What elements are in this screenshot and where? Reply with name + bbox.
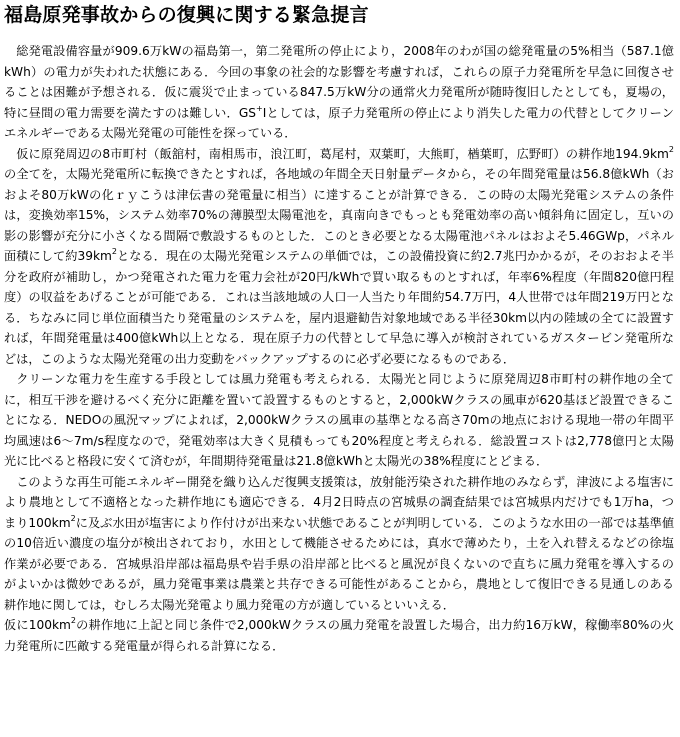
paragraph — [4, 615, 674, 656]
text-run: クリーンな電力を生産する手段としては風力発電も考えられる．太陽光と同じように原発周辺8市町村の耕作地の全てに，相互干渉を避けるべく充分に距離を置いて設置するものとすると，2,000kWクラスの風車が620基ほど設置できることになる．NEDOの風況マップによれば，2,000kWクラスの風車の基準となる高さ70mの地点における現地一帯の年間平均風速は6～7m/s程度なので，発電効率は大きく見積もっても20%程度と考えられる．総設置コストは2,778億円と太陽光に比べると格段に安くて済むが，年間期待発電量は21.8億kWhと太陽光の38%程度にとどまる． — [4, 372, 674, 468]
superscript: 2 — [668, 144, 674, 154]
document-title: 福島原発事故からの復興に関する緊急提言 — [4, 4, 369, 26]
text-run: となる．現在の太陽光発電システムの単価では，この設備投資に約2.7兆円かかるが，そのおおよそ半分を政府が補助し，かつ発電された電力を電力会社が20円/kWhで買い取るものとすれば，年率6%程度（年間820億円程度）の収益をあげることが可能である．これは当該地域の人口一人当たり年間約54.7万円，4人世帯では年間219万円となる．ちなみに同じ単位面積当たり発電量のシステムを，屋内退避勧告対象地域である半径30km以内の陸域の全てに設置すれば，年間発電量は400億kWh以上となる．現在原子力の代替として早急に導入が検討されているガスタービン発電所などは，このような太陽光発電の出力変動をバックアップするのに必ず必要になるものである． — [4, 249, 674, 366]
text-run: の耕作地に上記と同じ条件で2,000kWクラスの風力発電を設置した場合，出力約16万kW，稼働率80%の火力発電所に匹敵する発電量が得られる計算になる． — [4, 618, 674, 653]
text-run: の全てを，太陽光発電所に転換できたとすれば，各地域の年間全天日射量データから，その年間発電量は56.8億kWh（おおよそ80万kWの化ｒｙこうは津伝書の発電量に相当）に達することが計算できる．この時の太陽光発電システムの条件は，変換効率15%，システム効率70%の薄膜型太陽電池を，真南向きでもっとも発電効率の高い傾斜角に固定し，互いの影の影響が充分に小さくなる間隔で敷設するものとした．このとき必要となる太陽電池パネルはおよそ5.46GWp，パネル面積にして約39km — [4, 167, 674, 263]
text-run: このような再生可能エネルギー開発を織り込んだ復興支援策は，放射能汚染された耕作地のみならず，津波による塩害により農地として不適格となった耕作地にも適応できる．4月2日時点の宮城県の調査結果では宮城県内だけでも1万ha，つまり100km — [4, 474, 674, 530]
superscript: 2 — [70, 513, 76, 523]
superscript: + — [256, 103, 263, 113]
paragraph — [4, 41, 674, 144]
text-run: 総発電設備容量が909.6万kWの福島第一，第二発電所の停止により，2008年のわが国の総発電量の5%相当（587.1億kWh）の電力が失われた状態にある．今回の事象の社会的な影響を考慮すれば，これらの原子力発電所を早急に回復させることは困難が予想される．仮に震災で止まっている847.5万kW分の通常火力発電所が随時復旧したとしても，夏場の，特に昼間の電力需要を満たすのは難しい．GS — [4, 44, 674, 120]
paragraph — [4, 369, 674, 472]
text-run: 仮に100km — [4, 618, 71, 632]
superscript: 2 — [111, 247, 117, 256]
text-run: に及ぶ水田が塩害により作付けが出来ない状態であることが判明している．このような水田の一部では基準値の10倍近い濃度の塩分が検出されており，水田として機能させるためには，真水で薄めたり，土を入れ替えるなどの徐塩作業が必要である．宮城県沿岸部は福島県や岩手県の沿岸部と比べると風況が良くないので直ちに風力発電を導入するのがよいかは微妙であるが，風力発電事業は農業と共存できる可能性があることから，農地として復旧できる見通しのある耕作地に関しては，むしろ太陽光発電より風力発電の方が適しているといいえる． — [4, 515, 675, 612]
document-body — [4, 41, 674, 656]
paragraph — [4, 144, 674, 370]
paragraph — [4, 472, 674, 616]
text-run: 仮に原発周辺の8市町村（飯舘村，南相馬市，浪江町，葛尾村，双葉町，大熊町，楢葉町，広野町）の耕作地194.9km — [16, 146, 669, 161]
superscript: 2 — [70, 616, 77, 625]
text-run: Iとしては，原子力発電所の停止により消失した電力の代替としてクリーンエネルギーである太陽光発電の可能性を探っている． — [4, 105, 674, 140]
